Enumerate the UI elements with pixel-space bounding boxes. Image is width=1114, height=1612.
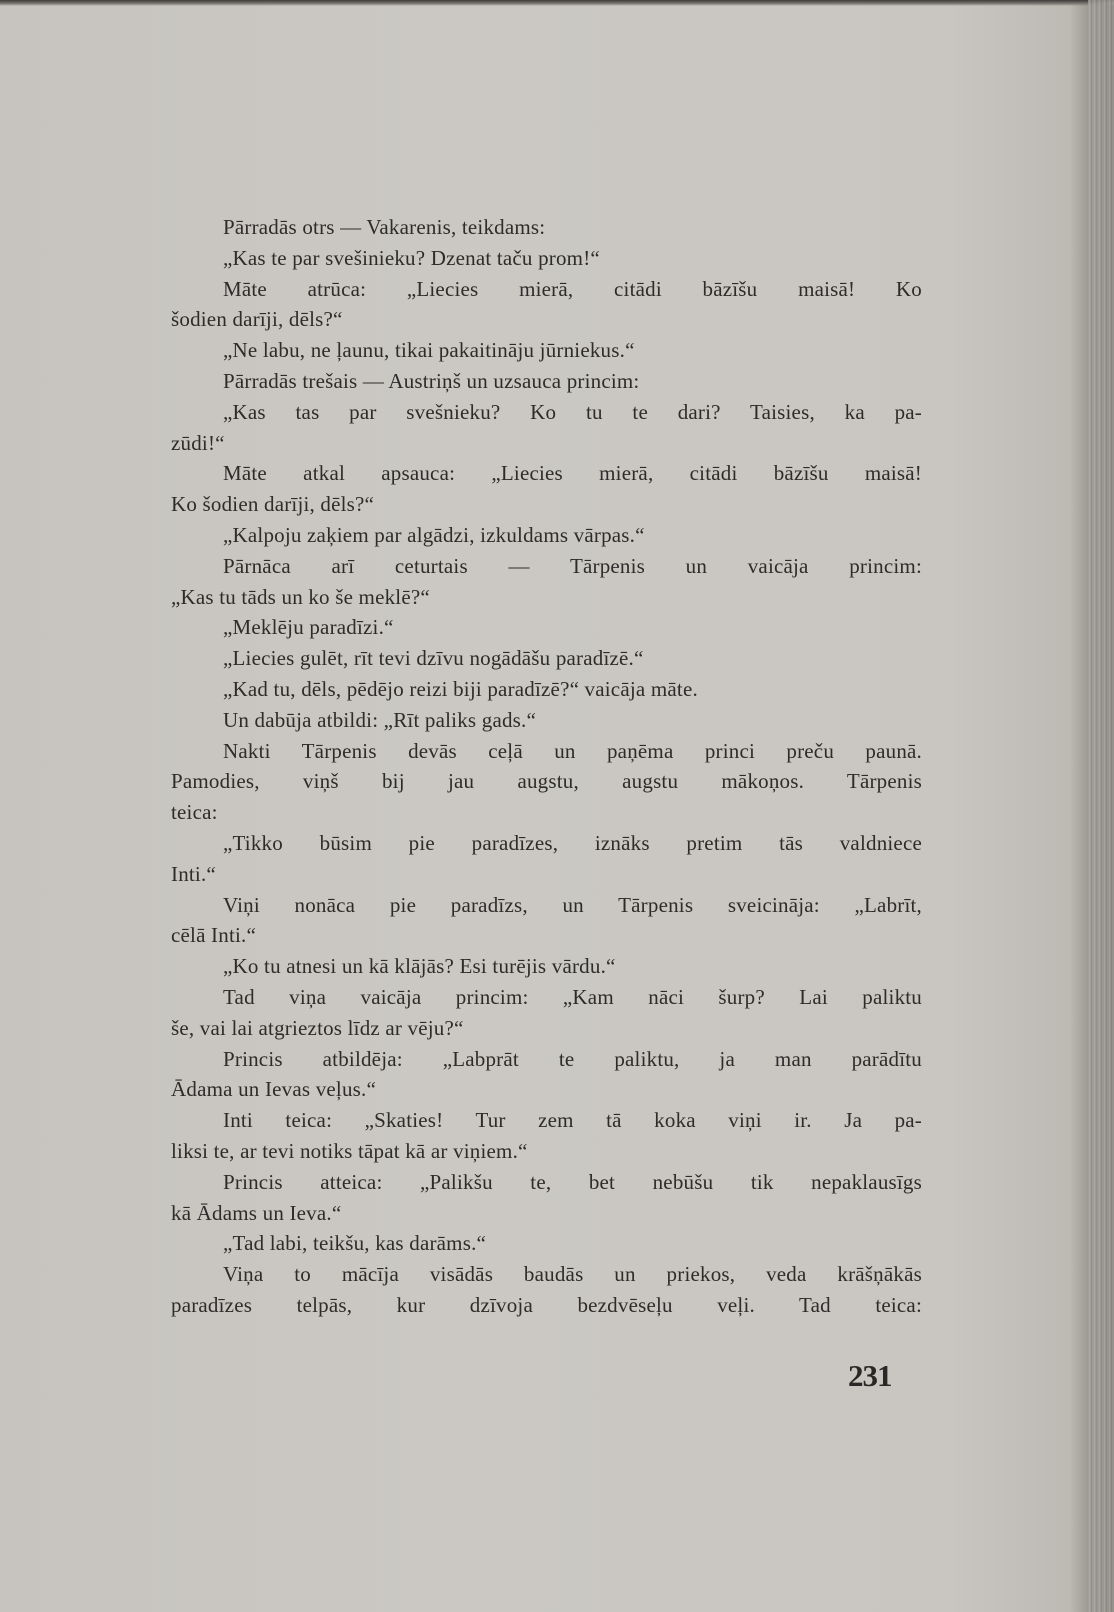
text-line: „Tikko būsim pie paradīzes, iznāks pretim tās valdniece [223,830,922,855]
text-line: Nakti Tārpenis devās ceļā un paņēma princi preču paunā. [223,738,922,763]
text-line: Viņa to mācīja visādās baudās un priekos, veda krāšņākās [223,1262,922,1287]
text-line: „Kalpoju zaķiem par algādzi, izkuldams vārpas.“ [223,522,645,547]
text-line: „Kad tu, dēls, pēdējo reizi biji paradīzē?“ vaicāja māte. [223,676,698,701]
text-line: „Ko tu atnesi un kā klājās? Esi turējis vārdu.“ [223,954,616,979]
text-line: še, vai lai atgrieztos līdz ar vēju?“ [171,1015,464,1040]
text-line: cēlā Inti.“ [171,923,256,948]
text-line: kā Ādams un Ieva.“ [171,1200,342,1225]
page-spine-edge [1088,0,1114,1612]
text-line: Pamodies, viņš bij jau augstu, augstu mākoņos. Tārpenis [171,769,922,794]
text-line: Māte atrūca: „Liecies mierā, citādi bāzīšu maisā! Ko [223,276,922,301]
text-line: Princis atbildēja: „Labprāt te paliktu, ja man parādītu [223,1046,922,1071]
text-line: Māte atkal apsauca: „Liecies mierā, citādi bāzīšu maisā! [223,461,922,486]
text-line: Pārradās trešais — Austriņš un uzsauca princim: [223,368,640,393]
text-line: „Liecies gulēt, rīt tevi dzīvu nogādāšu paradīzē.“ [223,646,644,671]
page-number: 231 [848,1358,892,1393]
text-line: Ko šodien darīji, dēls?“ [171,492,375,517]
text-line: paradīzes telpās, kur dzīvoja bezdvēseļu veļi. Tad teica: [171,1292,922,1317]
page-top-edge [0,0,1114,6]
text-line: Viņi nonāca pie paradīzs, un Tārpenis sveicināja: „Labrīt, [223,892,922,917]
text-line: Pārnāca arī ceturtais — Tārpenis un vaicāja princim: [223,553,922,578]
body-text [171,212,922,1321]
text-line: Un dabūja atbildi: „Rīt paliks gads.“ [223,707,537,732]
text-line: zūdi!“ [171,430,225,455]
text-line: „Ne labu, ne ļaunu, tikai pakaitināju jūrniekus.“ [223,338,635,363]
text-line: Inti teica: „Skaties! Tur zem tā koka viņi ir. Ja pa- [223,1108,922,1133]
text-line: teica: [171,800,218,825]
text-line: Princis atteica: „Palikšu te, bet nebūšu tik nepaklausīgs [223,1169,922,1194]
text-line: „Tad labi, teikšu, kas darāms.“ [223,1231,487,1256]
text-line: liksi te, ar tevi notiks tāpat kā ar viņiem.“ [171,1138,528,1163]
text-line: Inti.“ [171,861,216,886]
text-line: „Kas tas par svešnieku? Ko tu te dari? Taisies, ka pa- [223,399,922,424]
text-line: Tad viņa vaicāja princim: „Kam nāci šurp? Lai paliktu [223,984,922,1009]
text-line: „Meklēju paradīzi.“ [223,615,394,640]
text-line: šodien darīji, dēls?“ [171,307,343,332]
text-line: Pārradās otrs — Vakarenis, teikdams: [223,215,546,239]
text-line: „Kas te par svešinieku? Dzenat taču prom!“ [223,245,600,270]
text-line: Ādama un Ievas veļus.“ [171,1077,376,1102]
text-line: „Kas tu tāds un ko še meklē?“ [171,584,430,609]
